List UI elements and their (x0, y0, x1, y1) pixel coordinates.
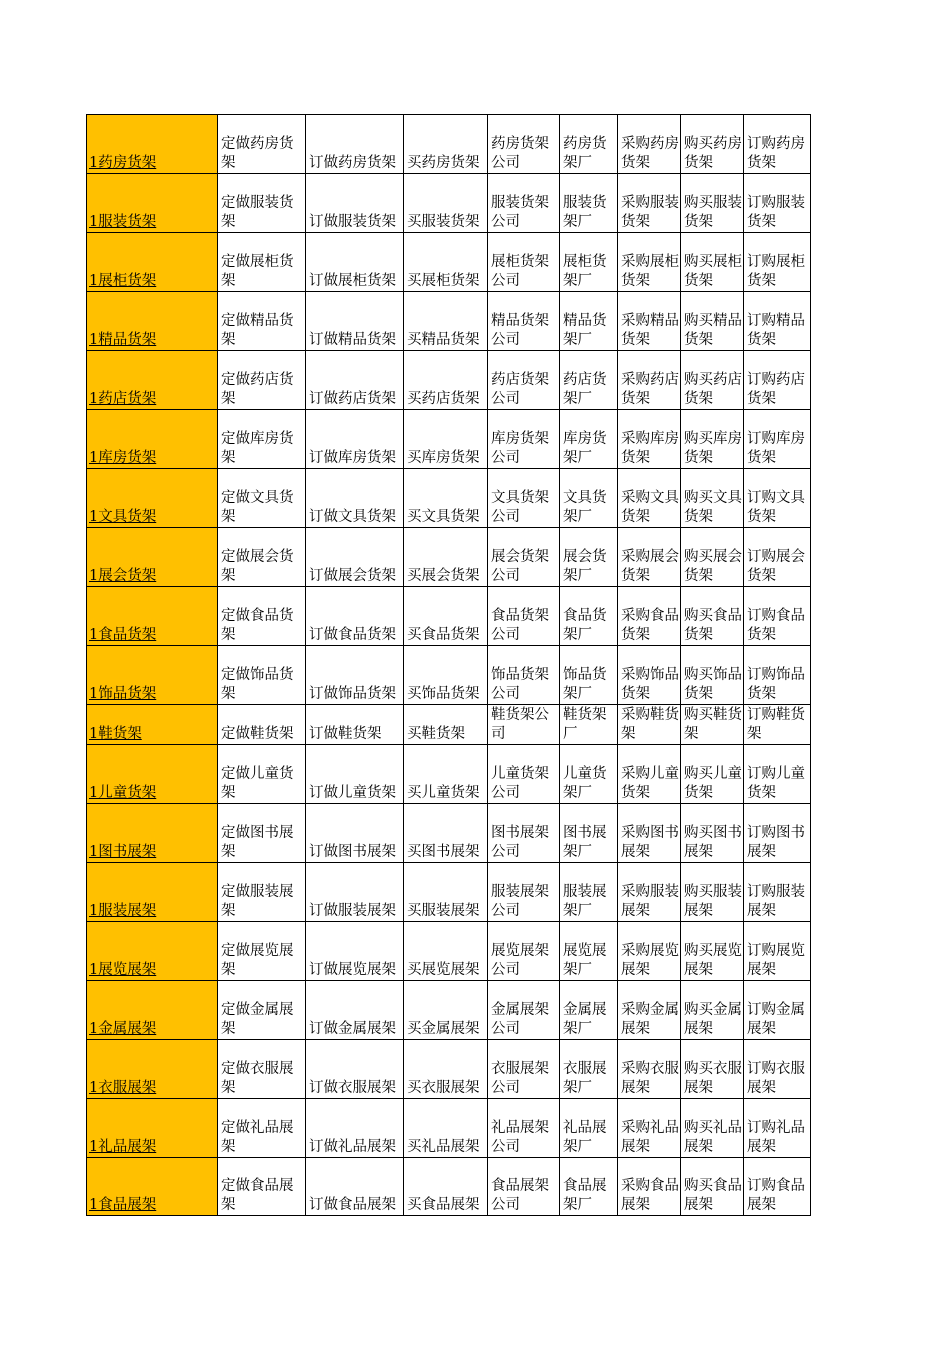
row-header-cell[interactable]: 1服装货架 (87, 174, 218, 233)
table-cell[interactable]: 采购精品货架 (618, 292, 681, 351)
table-cell[interactable]: 买食品货架 (404, 587, 488, 646)
table-cell[interactable]: 订做礼品展架 (306, 1099, 404, 1158)
table-cell[interactable]: 购买药店货架 (681, 351, 744, 410)
table-cell[interactable]: 采购礼品展架 (618, 1099, 681, 1158)
table-cell[interactable]: 采购食品货架 (618, 587, 681, 646)
table-cell[interactable]: 采购库房货架 (618, 410, 681, 469)
table-cell[interactable]: 订做药房货架 (306, 115, 404, 174)
table-cell[interactable]: 服装货架厂 (560, 174, 618, 233)
table-cell[interactable]: 订购药房货架 (744, 115, 811, 174)
table-row (87, 469, 811, 528)
table-row (87, 981, 811, 1040)
table-cell[interactable]: 采购图书展架 (618, 804, 681, 863)
table-cell[interactable]: 购买图书展架 (681, 804, 744, 863)
table-cell[interactable]: 定做展览展架 (218, 922, 306, 981)
row-header-cell[interactable]: 1儿童货架 (87, 745, 218, 804)
row-header-cell[interactable]: 1药店货架 (87, 351, 218, 410)
table-row (87, 292, 811, 351)
table-cell[interactable]: 鞋货架公司 (488, 705, 560, 745)
table-cell[interactable]: 饰品货架厂 (560, 646, 618, 705)
table-cell[interactable]: 订做金属展架 (306, 981, 404, 1040)
table-cell[interactable]: 采购食品展架 (618, 1158, 681, 1216)
table-cell[interactable]: 文具货架公司 (488, 469, 560, 528)
table-cell[interactable]: 购买药房货架 (681, 115, 744, 174)
table-cell[interactable]: 订做药店货架 (306, 351, 404, 410)
table-cell[interactable]: 库房货架公司 (488, 410, 560, 469)
table-cell[interactable]: 订购饰品货架 (744, 646, 811, 705)
table-cell[interactable]: 食品货架公司 (488, 587, 560, 646)
row-header-cell[interactable]: 1食品货架 (87, 587, 218, 646)
table-cell[interactable]: 买展柜货架 (404, 233, 488, 292)
table-cell[interactable]: 定做服装货架 (218, 174, 306, 233)
table-row (87, 233, 811, 292)
table-row (87, 174, 811, 233)
table-cell[interactable]: 订做库房货架 (306, 410, 404, 469)
row-header-cell[interactable]: 1图书展架 (87, 804, 218, 863)
row-header-cell[interactable]: 1鞋货架 (87, 705, 218, 745)
table-cell[interactable]: 采购鞋货架 (618, 705, 681, 745)
row-header-cell[interactable]: 1展会货架 (87, 528, 218, 587)
table-cell[interactable]: 订做儿童货架 (306, 745, 404, 804)
table-cell[interactable]: 药店货架公司 (488, 351, 560, 410)
table-row (87, 705, 811, 745)
table-cell[interactable]: 购买服装货架 (681, 174, 744, 233)
table-cell[interactable]: 购买文具货架 (681, 469, 744, 528)
table-cell[interactable]: 买精品货架 (404, 292, 488, 351)
table-cell[interactable]: 订购金属展架 (744, 981, 811, 1040)
table-cell[interactable]: 定做食品展架 (218, 1158, 306, 1216)
table-cell[interactable]: 买服装展架 (404, 863, 488, 922)
table-cell[interactable]: 买库房货架 (404, 410, 488, 469)
table-cell[interactable]: 展览展架厂 (560, 922, 618, 981)
table-cell[interactable]: 采购药店货架 (618, 351, 681, 410)
table-row (87, 115, 811, 174)
table-cell[interactable]: 礼品展架厂 (560, 1099, 618, 1158)
table-cell[interactable]: 儿童货架厂 (560, 745, 618, 804)
table-cell[interactable]: 礼品展架公司 (488, 1099, 560, 1158)
table-cell[interactable]: 采购儿童货架 (618, 745, 681, 804)
keyword-table (86, 114, 811, 1216)
table-cell[interactable]: 采购服装展架 (618, 863, 681, 922)
table-cell[interactable]: 买儿童货架 (404, 745, 488, 804)
table-cell[interactable]: 采购展柜货架 (618, 233, 681, 292)
table-cell[interactable]: 采购服装货架 (618, 174, 681, 233)
table-cell[interactable]: 订做服装展架 (306, 863, 404, 922)
table-cell[interactable]: 药店货架厂 (560, 351, 618, 410)
row-header-cell[interactable]: 1饰品货架 (87, 646, 218, 705)
table-cell[interactable]: 购买儿童货架 (681, 745, 744, 804)
row-header-cell[interactable]: 1精品货架 (87, 292, 218, 351)
table-cell[interactable]: 买饰品货架 (404, 646, 488, 705)
table-cell[interactable]: 订购药店货架 (744, 351, 811, 410)
table-row (87, 804, 811, 863)
table-cell[interactable]: 精品货架厂 (560, 292, 618, 351)
table-cell[interactable]: 定做礼品展架 (218, 1099, 306, 1158)
table-cell[interactable]: 买鞋货架 (404, 705, 488, 745)
table-cell[interactable]: 购买金属展架 (681, 981, 744, 1040)
table-cell[interactable]: 服装展架公司 (488, 863, 560, 922)
table-row (87, 863, 811, 922)
table-cell[interactable]: 购买展柜货架 (681, 233, 744, 292)
table-cell[interactable]: 定做衣服展架 (218, 1040, 306, 1099)
table-cell[interactable]: 衣服展架厂 (560, 1040, 618, 1099)
table-cell[interactable]: 采购展览展架 (618, 922, 681, 981)
table-cell[interactable]: 服装货架公司 (488, 174, 560, 233)
table-row (87, 1158, 811, 1216)
table-cell[interactable]: 买礼品展架 (404, 1099, 488, 1158)
table-cell[interactable]: 订做食品货架 (306, 587, 404, 646)
table-cell[interactable]: 订购鞋货架 (744, 705, 811, 745)
table-cell[interactable]: 文具货架厂 (560, 469, 618, 528)
table-cell[interactable]: 饰品货架公司 (488, 646, 560, 705)
table-cell[interactable]: 订做衣服展架 (306, 1040, 404, 1099)
table-cell[interactable]: 买展会货架 (404, 528, 488, 587)
table-cell[interactable]: 订购儿童货架 (744, 745, 811, 804)
table-cell[interactable]: 图书展架厂 (560, 804, 618, 863)
table-cell[interactable]: 展览展架公司 (488, 922, 560, 981)
table-cell[interactable]: 库房货架厂 (560, 410, 618, 469)
table-cell[interactable]: 展会货架公司 (488, 528, 560, 587)
table-cell[interactable]: 订购食品展架 (744, 1158, 811, 1216)
table-cell[interactable]: 药房货架厂 (560, 115, 618, 174)
table-cell[interactable]: 采购药房货架 (618, 115, 681, 174)
table-cell[interactable]: 购买衣服展架 (681, 1040, 744, 1099)
table-cell[interactable]: 订做精品货架 (306, 292, 404, 351)
table-cell[interactable]: 展会货架厂 (560, 528, 618, 587)
table-cell[interactable]: 金属展架公司 (488, 981, 560, 1040)
table-cell[interactable]: 购买食品展架 (681, 1158, 744, 1216)
table-cell[interactable]: 定做服装展架 (218, 863, 306, 922)
table-cell[interactable]: 采购文具货架 (618, 469, 681, 528)
table-cell[interactable]: 订购精品货架 (744, 292, 811, 351)
table-cell[interactable]: 采购衣服展架 (618, 1040, 681, 1099)
table-cell[interactable]: 订购食品货架 (744, 587, 811, 646)
table-cell[interactable]: 订做展会货架 (306, 528, 404, 587)
table-cell[interactable]: 采购展会货架 (618, 528, 681, 587)
table-cell[interactable]: 购买展览展架 (681, 922, 744, 981)
table-cell[interactable]: 订做饰品货架 (306, 646, 404, 705)
table-cell[interactable]: 订购库房货架 (744, 410, 811, 469)
row-header-cell[interactable]: 1展柜货架 (87, 233, 218, 292)
table-cell[interactable]: 订购展览展架 (744, 922, 811, 981)
row-header-cell[interactable]: 1衣服展架 (87, 1040, 218, 1099)
table-cell[interactable]: 订做展柜货架 (306, 233, 404, 292)
table-cell[interactable]: 购买礼品展架 (681, 1099, 744, 1158)
table-cell[interactable]: 药房货架公司 (488, 115, 560, 174)
table-body (87, 115, 811, 1216)
table-cell[interactable]: 购买库房货架 (681, 410, 744, 469)
table-cell[interactable]: 买食品展架 (404, 1158, 488, 1216)
table-cell[interactable]: 订购图书展架 (744, 804, 811, 863)
table-cell[interactable]: 定做金属展架 (218, 981, 306, 1040)
table-cell[interactable]: 买展览展架 (404, 922, 488, 981)
table-cell[interactable]: 精品货架公司 (488, 292, 560, 351)
row-header-cell[interactable]: 1食品展架 (87, 1158, 218, 1216)
table-row (87, 1099, 811, 1158)
table-cell[interactable]: 定做儿童货架 (218, 745, 306, 804)
table-cell[interactable]: 购买食品货架 (681, 587, 744, 646)
table-cell[interactable]: 买图书展架 (404, 804, 488, 863)
table-cell[interactable]: 采购饰品货架 (618, 646, 681, 705)
table-cell[interactable]: 购买展会货架 (681, 528, 744, 587)
table-cell[interactable]: 定做饰品货架 (218, 646, 306, 705)
table-row (87, 922, 811, 981)
table-cell[interactable]: 儿童货架公司 (488, 745, 560, 804)
table-cell[interactable]: 买服装货架 (404, 174, 488, 233)
table-cell[interactable]: 订购展会货架 (744, 528, 811, 587)
table-row (87, 528, 811, 587)
table-cell[interactable]: 订购文具货架 (744, 469, 811, 528)
table-cell[interactable]: 采购金属展架 (618, 981, 681, 1040)
table-cell[interactable]: 定做药店货架 (218, 351, 306, 410)
table-cell[interactable]: 食品货架厂 (560, 587, 618, 646)
table-cell[interactable]: 定做鞋货架 (218, 705, 306, 745)
table-cell[interactable]: 食品展架公司 (488, 1158, 560, 1216)
table-cell[interactable]: 定做库房货架 (218, 410, 306, 469)
table-cell[interactable]: 订购礼品展架 (744, 1099, 811, 1158)
table-cell[interactable]: 买衣服展架 (404, 1040, 488, 1099)
table-cell[interactable]: 购买服装展架 (681, 863, 744, 922)
table-row (87, 351, 811, 410)
table-cell[interactable]: 买金属展架 (404, 981, 488, 1040)
table-cell[interactable]: 订购衣服展架 (744, 1040, 811, 1099)
row-header-cell[interactable]: 1展览展架 (87, 922, 218, 981)
table-cell[interactable]: 定做展会货架 (218, 528, 306, 587)
table-cell[interactable]: 定做图书展架 (218, 804, 306, 863)
table-cell[interactable]: 金属展架厂 (560, 981, 618, 1040)
table-cell[interactable]: 定做精品货架 (218, 292, 306, 351)
table-cell[interactable]: 订购服装货架 (744, 174, 811, 233)
table-cell[interactable]: 鞋货架厂 (560, 705, 618, 745)
table-cell[interactable]: 订做食品展架 (306, 1158, 404, 1216)
table-cell[interactable]: 订做文具货架 (306, 469, 404, 528)
table-cell[interactable]: 定做药房货架 (218, 115, 306, 174)
table-cell[interactable]: 食品展架厂 (560, 1158, 618, 1216)
table-cell[interactable]: 购买饰品货架 (681, 646, 744, 705)
table-cell[interactable]: 买药店货架 (404, 351, 488, 410)
table-cell[interactable]: 订做鞋货架 (306, 705, 404, 745)
table-cell[interactable]: 定做展柜货架 (218, 233, 306, 292)
table-cell[interactable]: 展柜货架公司 (488, 233, 560, 292)
row-header-cell[interactable]: 1库房货架 (87, 410, 218, 469)
table-cell[interactable]: 订做图书展架 (306, 804, 404, 863)
row-header-cell[interactable]: 1药房货架 (87, 115, 218, 174)
table-cell[interactable]: 订做服装货架 (306, 174, 404, 233)
table-row (87, 745, 811, 804)
row-header-cell[interactable]: 1金属展架 (87, 981, 218, 1040)
table-cell[interactable]: 展柜货架厂 (560, 233, 618, 292)
table-cell[interactable]: 买药房货架 (404, 115, 488, 174)
table-cell[interactable]: 图书展架公司 (488, 804, 560, 863)
table-cell[interactable]: 定做文具货架 (218, 469, 306, 528)
table-cell[interactable]: 服装展架厂 (560, 863, 618, 922)
row-header-cell[interactable]: 1文具货架 (87, 469, 218, 528)
table-row (87, 646, 811, 705)
table-cell[interactable]: 定做食品货架 (218, 587, 306, 646)
table-row (87, 587, 811, 646)
table-row (87, 1040, 811, 1099)
table-row (87, 410, 811, 469)
table-cell[interactable]: 购买鞋货架 (681, 705, 744, 745)
table-cell[interactable]: 衣服展架公司 (488, 1040, 560, 1099)
table-cell[interactable]: 订做展览展架 (306, 922, 404, 981)
table-cell[interactable]: 购买精品货架 (681, 292, 744, 351)
table-cell[interactable]: 订购展柜货架 (744, 233, 811, 292)
row-header-cell[interactable]: 1服装展架 (87, 863, 218, 922)
table-cell[interactable]: 买文具货架 (404, 469, 488, 528)
row-header-cell[interactable]: 1礼品展架 (87, 1099, 218, 1158)
table-cell[interactable]: 订购服装展架 (744, 863, 811, 922)
